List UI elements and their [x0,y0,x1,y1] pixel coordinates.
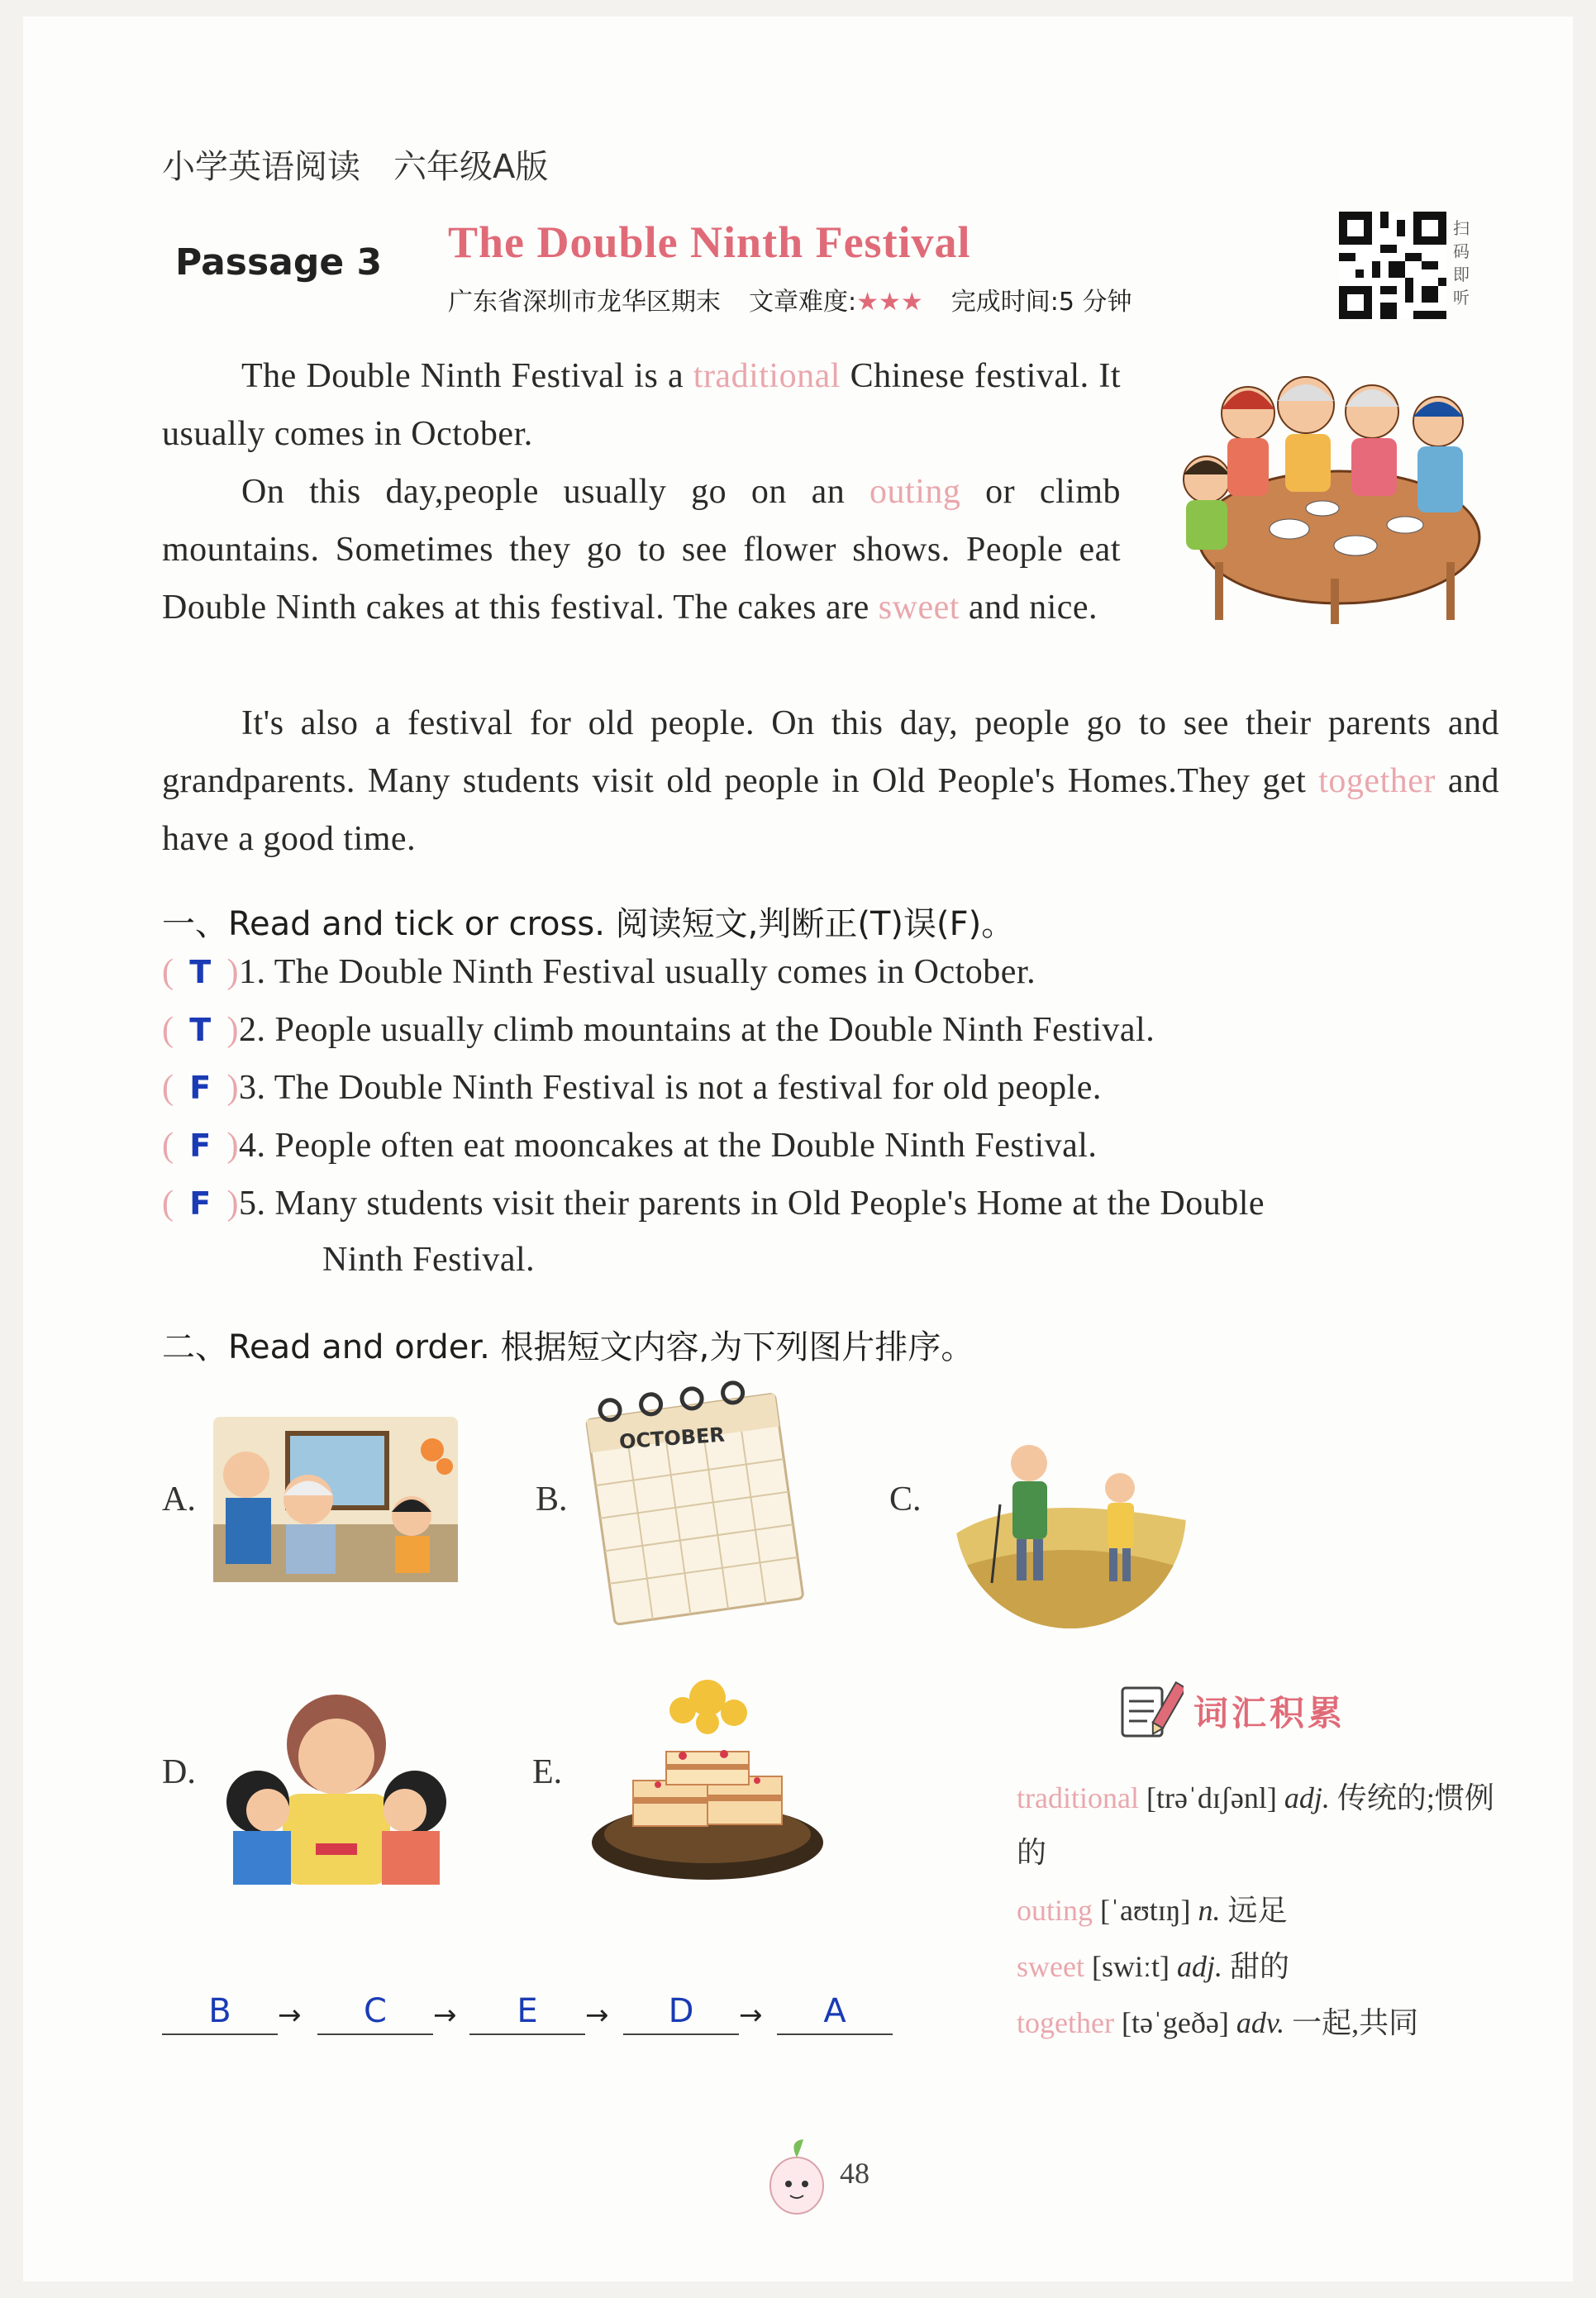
picture-e-double-ninth-cakes [584,1673,831,1888]
difficulty-stars: ★★★ [856,288,923,317]
vocab-entry-sweet: sweet [swiːt] adj. 甜的 [1017,1950,1289,1983]
order-slot-1[interactable]: B [162,1992,278,2035]
section-1-heading: 一、Read and tick or cross. 阅读短文,判断正(T)误(F)。 [162,905,1015,943]
paragraph-3: It's also a festival for old people. On this day, people go to see their parents and grandparents. Many students visit old people in Old People's Homes.They get together and have a good time. [162,704,1499,858]
tf-item-3: ( F )3. The Double Ninth Festival is not a festival for old people. [162,1069,1102,1107]
vocab-outing: outing [869,473,961,511]
picture-label-c: C. [889,1480,922,1518]
vocab-entry-together: together [təˈgeðə] adv. 一起,共同 [1017,2006,1419,2039]
arrow-icon: → [433,1999,457,2032]
picture-b-october-calendar [583,1380,814,1628]
family-dinner-illustration [1165,364,1496,628]
page-number: 48 [840,2157,869,2190]
tf-item-2: ( T )2. People usually climb mountains at the Double Ninth Festival. [162,1011,1155,1049]
vocab-together: together [1318,762,1436,800]
answer-5[interactable]: F [189,1185,212,1222]
passage-meta [448,281,1132,317]
vocab-entry-traditional: traditional [trəˈdɪʃənl] adj. 传统的;惯例的 [1017,1781,1494,1869]
arrow-icon: → [278,1999,302,2032]
calendar-month-text: OCTOBER [618,1423,726,1454]
tf-item-4: ( F )4. People often eat mooncakes at the Double Ninth Festival. [162,1127,1098,1165]
qr-code-icon[interactable] [1339,212,1446,319]
passage-title: The Double Ninth Festival [448,217,971,267]
passage-paragraphs-1-2 [162,347,1121,636]
arrow-icon: → [739,1999,763,2032]
paragraph-1: The Double Ninth Festival is a traditional Chinese festival. It usually comes in October. [162,357,1121,453]
vocab-sweet: sweet [878,589,960,627]
qr-caption: 扫码即听 [1453,218,1470,308]
book-title: 小学英语阅读 六年级A版 [162,148,549,186]
time-text: 完成时间:5 分钟 [950,288,1132,317]
passage-label: Passage 3 [175,241,383,284]
order-slot-2[interactable]: C [317,1992,433,2035]
vocab-traditional: traditional [693,357,841,395]
notebook-pencil-icon [1117,1678,1184,1741]
picture-c-mountain-hikers [950,1389,1190,1628]
paragraph-2: On this day,people usually go on an outing or climb mountains. Sometimes they go to see flower shows. People eat Double Ninth cakes at this festival. The cakes are sweet and nice. [162,473,1121,627]
mascot-icon [764,2136,830,2219]
order-slot-3[interactable]: E [469,1992,585,2035]
arrow-icon: → [585,1999,609,2032]
source-text: 广东省深圳市龙华区期末 [448,288,721,317]
picture-label-b: B. [536,1480,568,1518]
tf-item-1: ( T )1. The Double Ninth Festival usually comes in October. [162,953,1036,991]
answer-4[interactable]: F [189,1128,212,1164]
difficulty: 文章难度:★★★ [749,288,923,317]
tf-item-5: ( F )5. Many students visit their parents in Old People's Home at the Double [162,1185,1265,1223]
vocab-box-title: 词汇积累 [1193,1693,1346,1733]
answer-2[interactable]: T [189,1012,212,1048]
section-2-heading: 二、Read and order. 根据短文内容,为下列图片排序。 [162,1328,974,1366]
order-slot-5[interactable]: A [777,1992,893,2035]
picture-label-a: A. [162,1480,196,1518]
passage-paragraph-3 [162,694,1499,868]
picture-label-e: E. [532,1753,563,1791]
picture-label-d: D. [162,1753,196,1791]
answer-3[interactable]: F [189,1070,212,1106]
tf-item-5-continued: Ninth Festival. [322,1241,536,1279]
order-slot-4[interactable]: D [623,1992,739,2035]
answer-1[interactable]: T [189,954,212,990]
vocab-entry-outing: outing [ˈaʊtɪŋ] n. 远足 [1017,1894,1288,1927]
picture-d-grandmother-hug [217,1678,456,1885]
picture-a-visit-elderly [213,1417,458,1582]
